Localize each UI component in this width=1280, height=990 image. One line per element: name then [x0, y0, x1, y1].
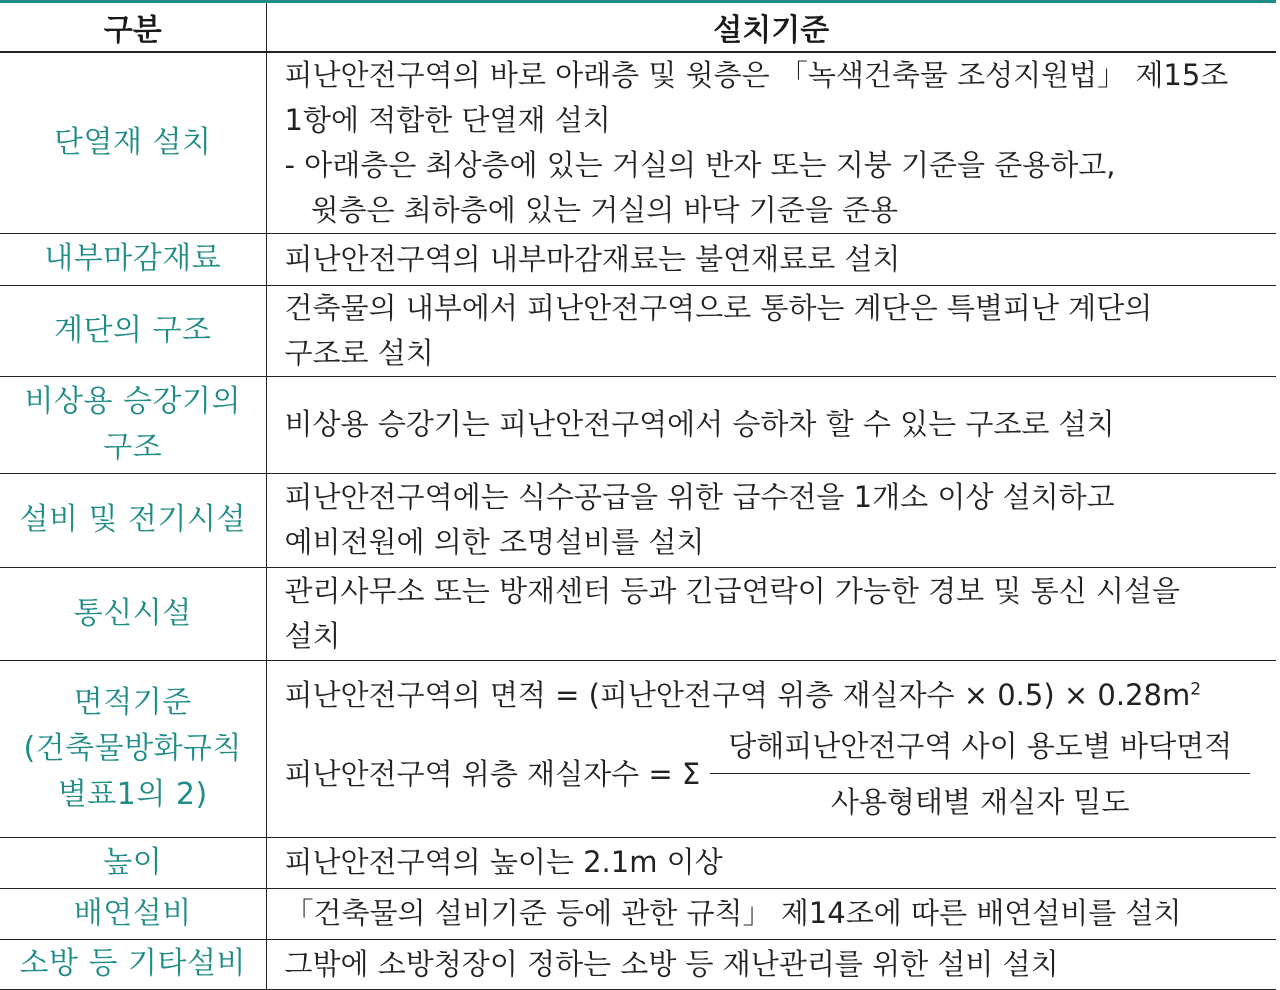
header-row	[0, 2, 1276, 52]
criteria-cell	[266, 660, 1276, 837]
category-label: 배연설비	[73, 895, 192, 931]
table-row	[0, 939, 1276, 989]
criteria-line: 관리사무소 또는 방재센터 등과 긴급연락이 가능한 경보 및 통신 시설을	[284, 573, 1180, 608]
criteria-line: 피난안전구역의 높이는 2.1m 이상	[284, 845, 723, 879]
category-cell	[0, 660, 266, 837]
criteria-cell	[266, 473, 1276, 567]
criteria-line: 피난안전구역의 내부마감재료는 불연재료로 설치	[284, 241, 901, 276]
criteria-line: 설치	[284, 618, 341, 653]
superscript: 2	[1190, 678, 1202, 699]
table-row	[0, 888, 1276, 939]
criteria-cell	[266, 285, 1276, 376]
criteria-line: 1항에 적합한 단열재 설치	[284, 102, 611, 137]
fraction	[710, 724, 1250, 825]
header-category: 구분	[0, 2, 266, 52]
criteria-line: 비상용 승강기는 피난안전구역에서 승하차 할 수 있는 구조로 설치	[284, 407, 1115, 441]
category-cell	[0, 837, 266, 888]
criteria-cell	[266, 567, 1276, 660]
category-label: 높이	[103, 844, 163, 880]
category-cell	[0, 939, 266, 989]
criteria-cell	[266, 888, 1276, 939]
category-label: (건축물방화규칙	[23, 730, 243, 766]
criteria-line: 피난안전구역에는 식수공급을 위한 급수전을 1개소 이상 설치하고	[284, 480, 1115, 514]
header-criteria: 설치기준	[266, 2, 1276, 52]
category-label: 통신시설	[73, 595, 192, 631]
category-label: 설비 및 전기시설	[19, 502, 246, 537]
fraction-denominator: 사용형태별 재실자 밀도	[830, 784, 1130, 819]
table-row	[0, 285, 1276, 376]
area-formula	[285, 673, 1273, 718]
criteria-cell	[266, 52, 1276, 234]
criteria-line: 윗층은 최하층에 있는 거실의 바닥 기준을 준용	[310, 192, 899, 227]
criteria-line: 건축물의 내부에서 피난안전구역으로 통하는 계단은 특별피난 계단의	[284, 290, 1153, 325]
category-cell	[0, 233, 266, 285]
table-row	[0, 567, 1276, 660]
category-label: 계단의 구조	[54, 312, 212, 348]
area-formula-text: 피난안전구역의 면적 = (피난안전구역 위층 재실자수 × 0.5) × 0.28m	[284, 677, 1191, 712]
criteria-line: 예비전원에 의한 조명설비를 설치	[284, 525, 705, 559]
category-label: 단열재 설치	[54, 124, 212, 160]
occupant-formula	[285, 724, 1273, 825]
category-label: 구조	[103, 429, 163, 465]
criteria-cell	[266, 376, 1276, 473]
category-cell	[0, 52, 266, 234]
table-row	[0, 376, 1276, 473]
table-row	[0, 660, 1276, 837]
table-row	[0, 837, 1276, 888]
category-cell	[0, 376, 266, 473]
category-label: 내부마감재료	[44, 241, 222, 276]
category-cell	[0, 473, 266, 567]
table-row	[0, 52, 1276, 234]
table-row	[0, 233, 1276, 285]
criteria-cell	[266, 233, 1276, 285]
category-label: 별표1의 2)	[57, 776, 208, 812]
category-label: 면적기준	[73, 684, 192, 720]
category-cell	[0, 285, 266, 376]
occupant-formula-lhs: 피난안전구역 위층 재실자수 = Σ	[284, 756, 701, 791]
criteria-line: 그밖에 소방청장이 정하는 소방 등 재난관리를 위한 설비 설치	[284, 946, 1059, 981]
criteria-cell	[266, 939, 1276, 989]
fraction-numerator: 당해피난안전구역 사이 용도별 바닥면적	[710, 724, 1250, 774]
category-cell	[0, 567, 266, 660]
criteria-line: 구조로 설치	[284, 335, 434, 370]
criteria-line: 「건축물의 설비기준 등에 관한 규칙」 제14조에 따른 배연설비를 설치	[284, 896, 1182, 930]
criteria-line: 피난안전구역의 바로 아래층 및 윗층은 「녹색건축물 조성지원법」 제15조	[284, 57, 1229, 92]
criteria-line: - 아래층은 최상층에 있는 거실의 반자 또는 지붕 기준을 준용하고,	[284, 147, 1116, 182]
category-label: 비상용 승강기의	[24, 383, 241, 419]
criteria-cell	[266, 837, 1276, 888]
table-row	[0, 473, 1276, 567]
category-cell	[0, 888, 266, 939]
category-label: 소방 등 기타설비	[19, 946, 246, 981]
